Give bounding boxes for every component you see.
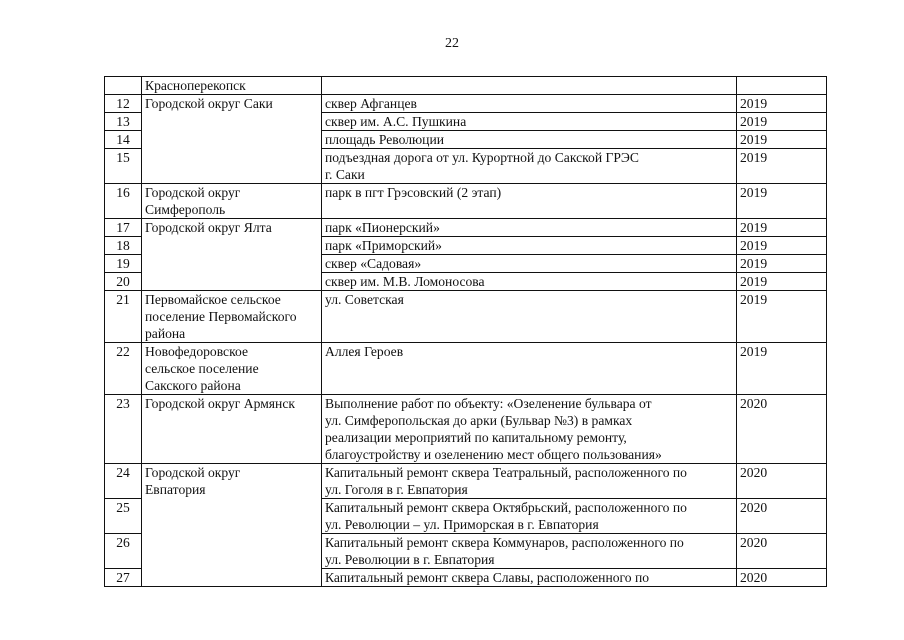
municipality-line: Городской округ xyxy=(145,465,241,480)
year-cell: 2020 xyxy=(737,395,827,464)
object-cell xyxy=(322,131,737,149)
row-number-cell: 20 xyxy=(105,273,142,291)
object-cell xyxy=(322,534,737,569)
object-cell xyxy=(322,343,737,395)
table-row xyxy=(105,464,827,499)
municipality-line: Городской округ xyxy=(145,185,241,200)
object-line: парк в пгт Грэсовский (2 этап) xyxy=(325,185,502,200)
object-cell xyxy=(322,464,737,499)
object-line xyxy=(325,77,733,94)
year-cell xyxy=(737,77,827,95)
row-number-cell: 18 xyxy=(105,237,142,255)
municipality-line: Городской округ Армянск xyxy=(145,396,295,411)
row-number-cell: 21 xyxy=(105,291,142,343)
municipality-line: района xyxy=(145,326,186,341)
object-line: Капитальный ремонт сквера Славы, расположенного по xyxy=(325,570,650,585)
year-cell: 2019 xyxy=(737,291,827,343)
municipality-line: Симферополь xyxy=(145,202,226,217)
year-cell: 2020 xyxy=(737,534,827,569)
page-number: 22 xyxy=(445,36,459,51)
municipality-line: Красноперекопск xyxy=(145,78,246,93)
objects-table xyxy=(104,76,827,587)
row-number-cell: 13 xyxy=(105,113,142,131)
object-line: реализации мероприятий по капитальному ремонту, xyxy=(325,430,627,445)
municipality-cell xyxy=(142,184,322,219)
object-cell xyxy=(322,77,737,95)
municipality-line: Первомайское сельское xyxy=(145,292,281,307)
row-number-cell: 15 xyxy=(105,149,142,184)
year-cell: 2019 xyxy=(737,149,827,184)
year-cell: 2020 xyxy=(737,569,827,587)
municipality-line: сельское поселение xyxy=(145,361,259,376)
year-cell: 2019 xyxy=(737,131,827,149)
table-row xyxy=(105,184,827,219)
object-cell xyxy=(322,95,737,113)
object-cell xyxy=(322,291,737,343)
row-number-cell: 24 xyxy=(105,464,142,499)
table-row xyxy=(105,395,827,464)
object-line: парк «Приморский» xyxy=(325,238,442,253)
object-line: ул. Симферопольская до арки (Бульвар №3) в рамках xyxy=(325,413,633,428)
table-row xyxy=(105,219,827,237)
year-cell: 2019 xyxy=(737,273,827,291)
municipality-cell xyxy=(142,95,322,184)
object-cell xyxy=(322,237,737,255)
object-cell xyxy=(322,149,737,184)
object-cell xyxy=(322,184,737,219)
object-line: ул. Советская xyxy=(325,292,404,307)
municipality-cell xyxy=(142,219,322,291)
object-line: сквер Афганцев xyxy=(325,96,417,111)
object-cell xyxy=(322,273,737,291)
row-number-cell: 27 xyxy=(105,569,142,587)
object-cell xyxy=(322,255,737,273)
municipality-cell xyxy=(142,464,322,587)
row-number-cell: 25 xyxy=(105,499,142,534)
object-line: ул. Революции – ул. Приморская в г. Евпатория xyxy=(325,517,599,532)
row-number-cell: 26 xyxy=(105,534,142,569)
object-line: парк «Пионерский» xyxy=(325,220,440,235)
object-line: ул. Гоголя в г. Евпатория xyxy=(325,482,468,497)
object-line: Капитальный ремонт сквера Театральный, расположенного по xyxy=(325,465,687,480)
object-line: Капитальный ремонт сквера Коммунаров, расположенного по xyxy=(325,535,684,550)
municipality-cell xyxy=(142,291,322,343)
row-number-cell: 19 xyxy=(105,255,142,273)
municipality-line: поселение Первомайского xyxy=(145,309,297,324)
object-line: сквер им. М.В. Ломоносова xyxy=(325,274,485,289)
year-cell: 2019 xyxy=(737,95,827,113)
object-line: сквер им. А.С. Пушкина xyxy=(325,114,467,129)
object-cell xyxy=(322,395,737,464)
table-row xyxy=(105,95,827,113)
object-cell xyxy=(322,219,737,237)
objects-table-body xyxy=(105,77,827,587)
row-number-cell: 14 xyxy=(105,131,142,149)
row-number-cell xyxy=(105,77,142,95)
year-cell: 2020 xyxy=(737,464,827,499)
object-cell xyxy=(322,569,737,587)
row-number-cell: 23 xyxy=(105,395,142,464)
object-line: благоустройству и озеленению мест общего пользования» xyxy=(325,447,662,462)
municipality-cell xyxy=(142,395,322,464)
object-line: г. Саки xyxy=(325,167,365,182)
municipality-cell xyxy=(142,343,322,395)
table-row xyxy=(105,343,827,395)
year-cell: 2019 xyxy=(737,219,827,237)
row-number-cell: 17 xyxy=(105,219,142,237)
table-row xyxy=(105,291,827,343)
table-row xyxy=(105,77,827,95)
municipality-line: Новофедоровское xyxy=(145,344,248,359)
municipality-line: Городской округ Ялта xyxy=(145,220,272,235)
municipality-line: Сакского района xyxy=(145,378,241,393)
object-cell xyxy=(322,113,737,131)
object-line: Капитальный ремонт сквера Октябрьский, расположенного по xyxy=(325,500,687,515)
year-cell: 2019 xyxy=(737,184,827,219)
year-cell: 2019 xyxy=(737,113,827,131)
object-line: Выполнение работ по объекту: «Озеленение бульвара от xyxy=(325,396,652,411)
year-cell: 2019 xyxy=(737,237,827,255)
row-number-cell: 22 xyxy=(105,343,142,395)
object-line: Аллея Героев xyxy=(325,344,404,359)
object-line: площадь Революции xyxy=(325,132,444,147)
municipality-line: Городской округ Саки xyxy=(145,96,273,111)
year-cell: 2019 xyxy=(737,343,827,395)
row-number-cell: 12 xyxy=(105,95,142,113)
row-number-cell: 16 xyxy=(105,184,142,219)
year-cell: 2020 xyxy=(737,499,827,534)
object-line: сквер «Садовая» xyxy=(325,256,422,271)
object-line: ул. Революции в г. Евпатория xyxy=(325,552,495,567)
municipality-line: Евпатория xyxy=(145,482,206,497)
object-line: подъездная дорога от ул. Курортной до Сакской ГРЭС xyxy=(325,150,639,165)
municipality-cell xyxy=(142,77,322,95)
object-cell xyxy=(322,499,737,534)
year-cell: 2019 xyxy=(737,255,827,273)
